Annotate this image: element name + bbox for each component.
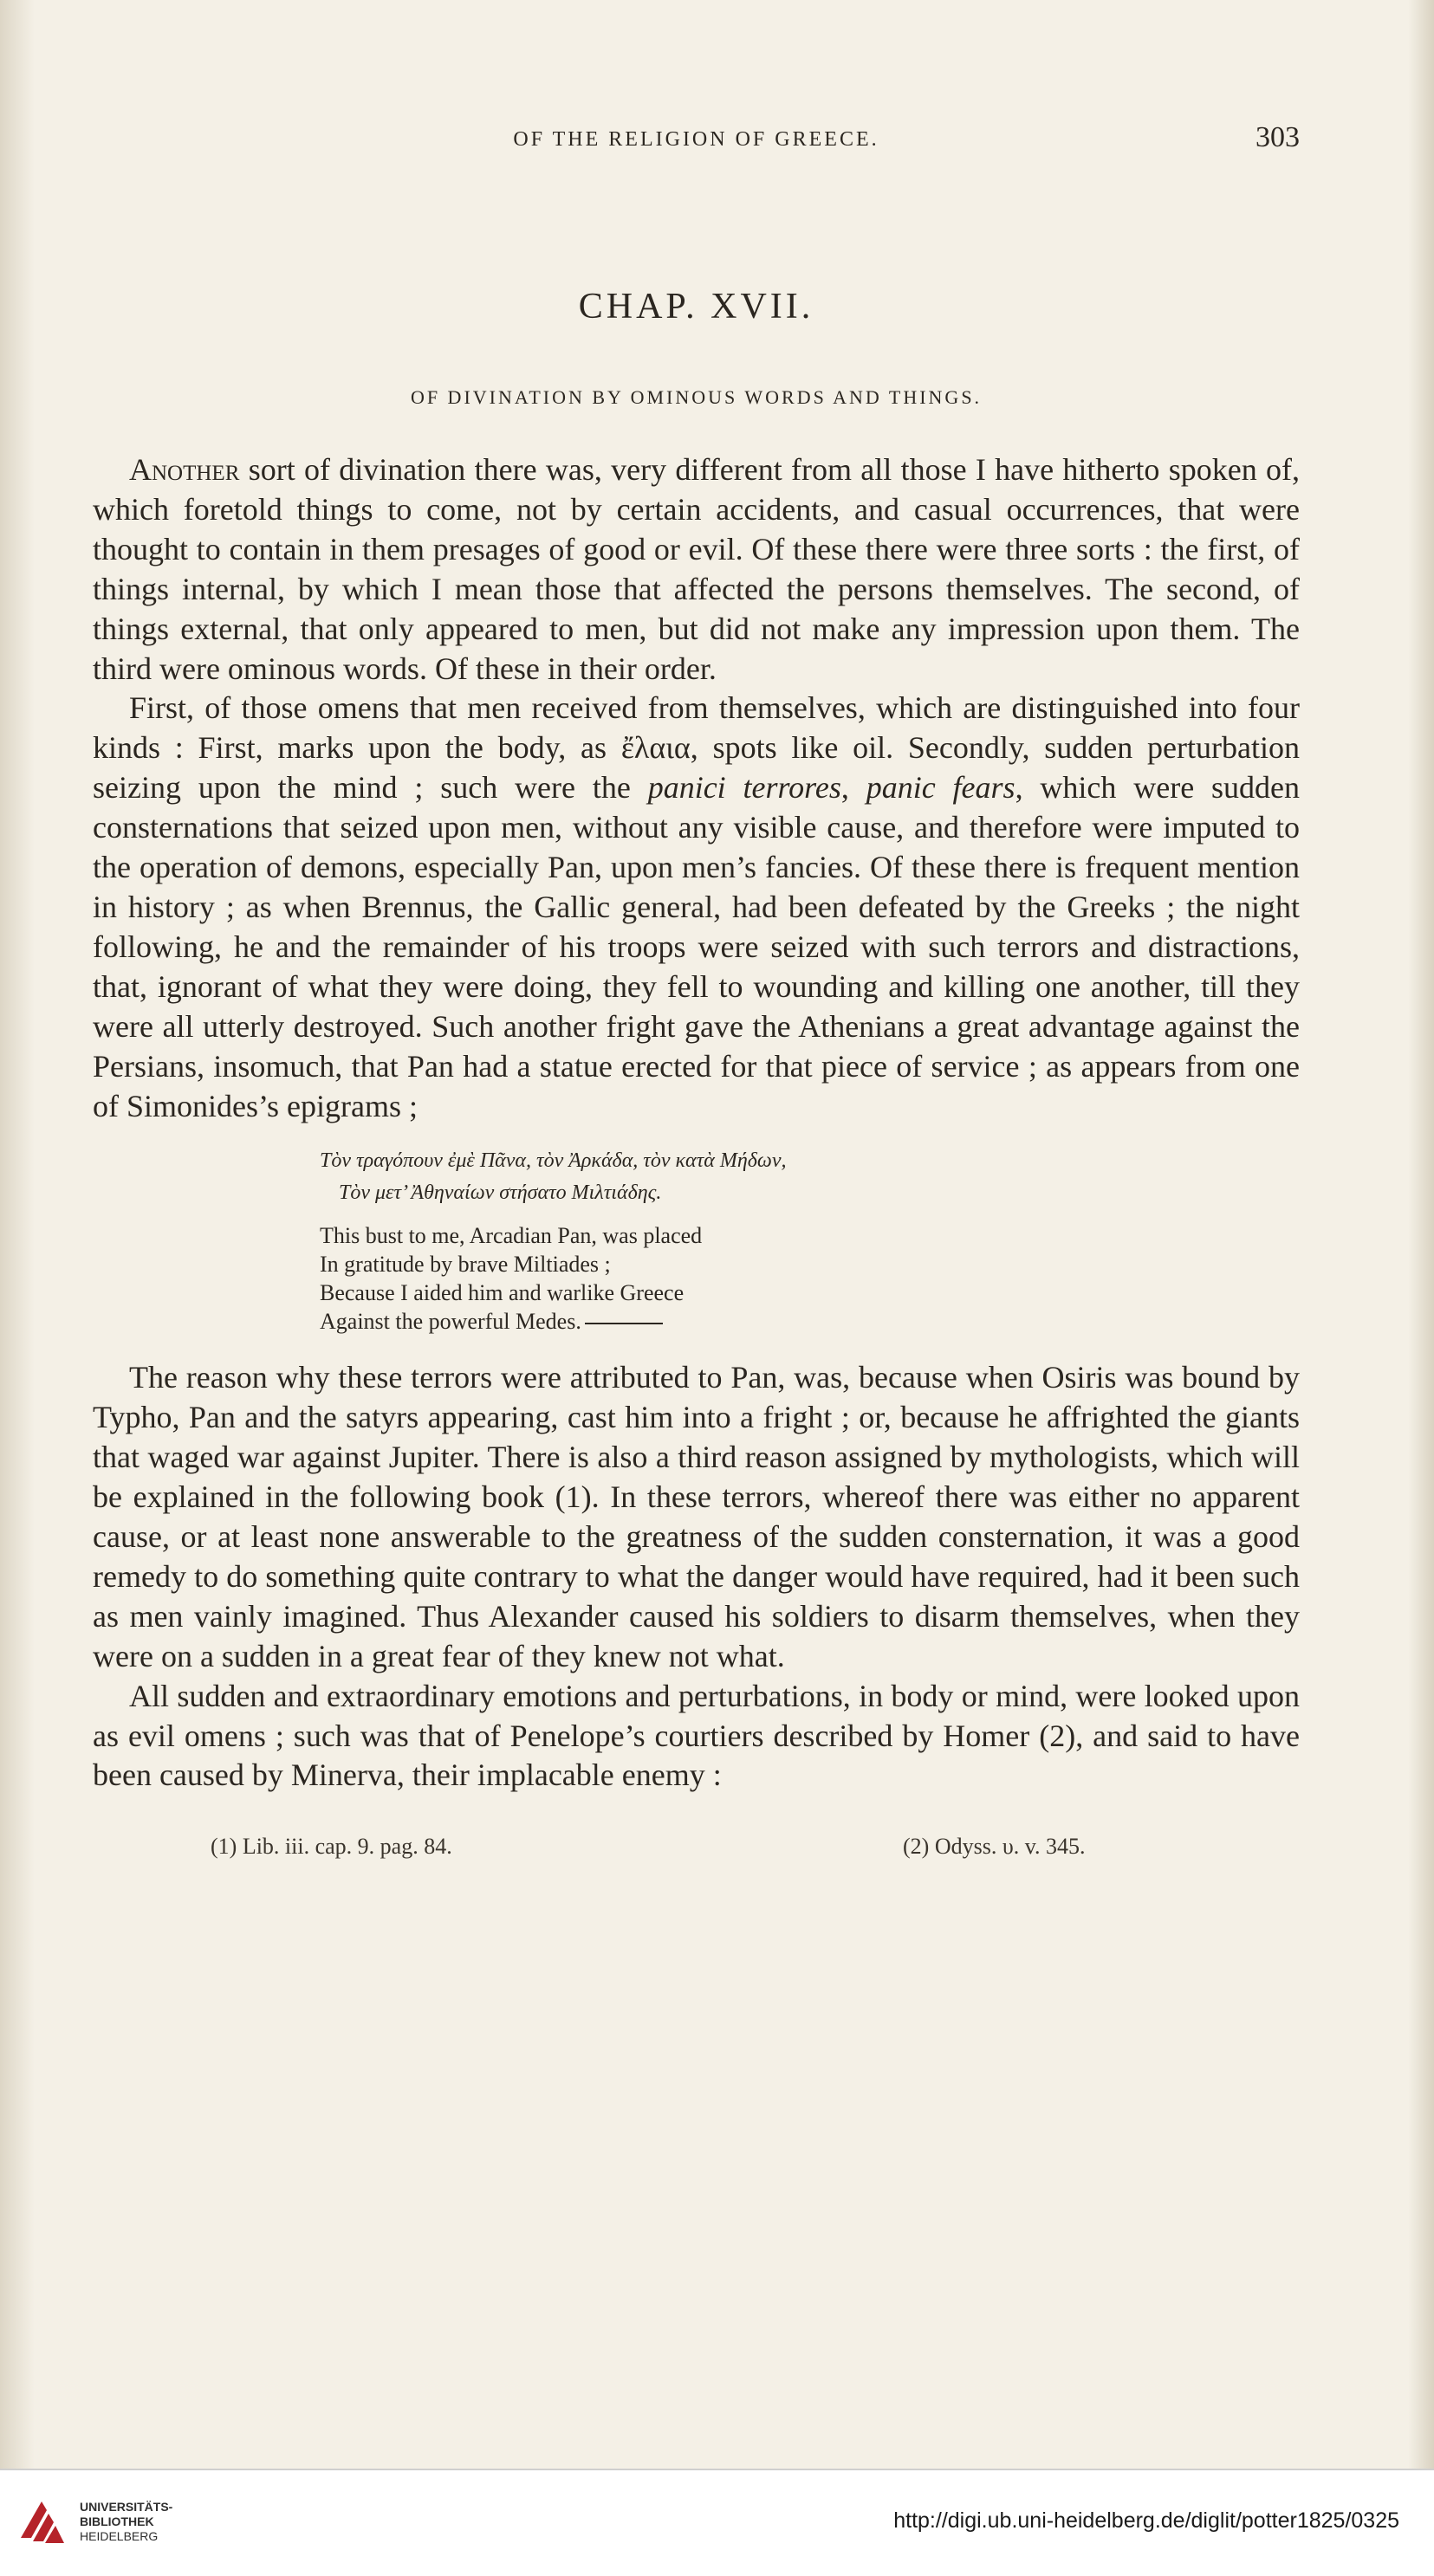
greek-word: ἔλαια xyxy=(620,730,691,766)
library-name-line: UNIVERSITÄTS- xyxy=(80,2500,173,2514)
greek-verse-line: Τὸν μετ’ Ἀθηναίων στήσατο Μιλτιάδης. xyxy=(339,1181,662,1205)
paragraph-1 xyxy=(93,450,1300,689)
book-page xyxy=(93,121,1300,1868)
body-text xyxy=(93,450,1300,1796)
library-footer xyxy=(0,2469,1434,2576)
library-name-line: HEIDELBERG xyxy=(80,2529,159,2543)
library-name xyxy=(80,2500,172,2544)
paragraph-4: All sudden and extraordinary emotions and perturbations, in body or mind, were looked upon as evil omens ; such was that of Penelope’s courtiers described by Homer (2), and said to have been caused by Minerva, their implacable enemy : xyxy=(93,1678,1300,1793)
italic-term: panici terrores xyxy=(647,770,841,806)
greek-verse-line: Τὸν τραγόπουν ἐμὲ Πᾶνα, τὸν Ἀρκάδα, τὸν κατὰ Μήδων, xyxy=(320,1149,787,1173)
epigram xyxy=(320,1145,1300,1336)
library-name-line: BIBLIOTHEK xyxy=(80,2515,154,2528)
italic-term: panic fears xyxy=(866,770,1015,806)
chapter-subtitle: OF DIVINATION BY OMINOUS WORDS AND THINGS. xyxy=(410,386,983,408)
translation-line: This bust to me, Arcadian Pan, was placed xyxy=(320,1223,703,1249)
paragraph-2 xyxy=(93,689,1300,1126)
epigram-translation xyxy=(320,1221,1300,1336)
chapter-title: CHAP. XVII. xyxy=(578,287,814,327)
paragraph-3: The reason why these terrors were attributed to Pan, was, because when Osiris was bound by Typho, Pan and the satyrs appearing, cast him into a fright ; or, because he affrighted the giants that waged war against Jupiter. There is also a third reason assigned by mythologists, which will be explained in the following book (1). In these terrors, whereof there was either no apparent cause, or at least none answerable to the greatness of the sudden consternation, it was a good remedy to do something quite contrary to what the danger would have required, had it been such as men vainly imagined. Thus Alexander caused his soldiers to disarm themselves, when they were on a sudden in a great fear of they knew not what. xyxy=(93,1360,1300,1673)
running-title: OF THE RELIGION OF GREECE. xyxy=(513,128,879,151)
translation-line xyxy=(320,1307,1300,1336)
page-number: 303 xyxy=(1256,121,1300,153)
paragraph-text: , spots like oil. Secondly, sudden perturbation seizing upon the mind ; such were the xyxy=(93,730,1300,806)
footnotes xyxy=(93,1834,1300,1868)
paragraph-text: First, of those omens that men received from themselves, which are distinguished into four kinds : First, marks upon the body, as xyxy=(93,690,1300,766)
paragraph-text: , xyxy=(840,770,866,806)
paragraph-text: , which were sudden consternations that seized upon men, without any visible cause, and therefore were imputed to the operation of demons, especially Pan, upon men’s fancies. Of these there is frequent mention in history ; as when Brennus, the Gallic general, had been defeated by the Greeks ; the night following, he and the remainder of his troops were seized with such terrors and distractions, that, ignorant of what they were doing, they fell to wounding and killing one another, till they were all utterly destroyed. Such another fright gave the Athenians a great advantage against the Persians, insomuch, that Pan had a statue erected for that piece of service ; as appears from one of Simonides’s epigrams ; xyxy=(93,770,1301,1123)
closing-rule xyxy=(585,1323,663,1324)
library-logo-icon xyxy=(16,2495,69,2548)
translation-line: Because I aided him and warlike Greece xyxy=(320,1280,685,1306)
paragraph-lead-word: Another xyxy=(129,452,240,487)
translation-line: In gratitude by brave Miltiades ; xyxy=(320,1252,611,1278)
paragraph-text: sort of divination there was, very different from all those I have hitherto spoken of, which foretold things to come, not by certain accidents, and casual occurrences, that were thought to contain in them presages of good or evil. Of these there were three sorts : the first, of things internal, by which I mean those that affected the persons themselves. The second, of things external, that only appeared to men, but did not make any impression upon them. The third were ominous words. Of these in their order. xyxy=(93,452,1300,686)
footnote-2: (2) Odyss. υ. v. 345. xyxy=(903,1834,1086,1860)
running-head xyxy=(93,121,1300,165)
footnote-1: (1) Lib. iii. cap. 9. pag. 84. xyxy=(211,1834,452,1860)
source-url-link[interactable]: http://digi.ub.uni-heidelberg.de/diglit/potter1825/0325 xyxy=(893,2508,1399,2533)
translation-text: Against the powerful Medes. xyxy=(320,1309,581,1335)
